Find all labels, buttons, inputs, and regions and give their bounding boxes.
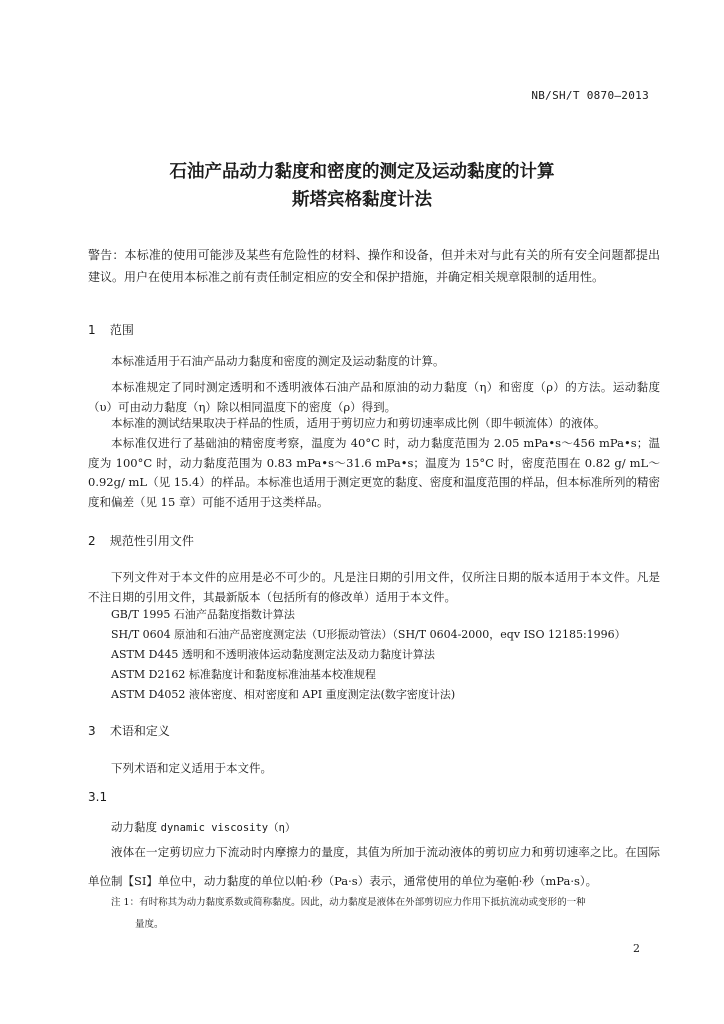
- document-subtitle: 斯塔宾格黏度计法: [292, 190, 432, 210]
- note-text-continued: 量度。: [135, 919, 164, 930]
- note-text: 有时称其为动力黏度系数或简称黏度。因此，动力黏度是液体在外部剪切应力作用下抵抗流动或变形的一种: [139, 897, 586, 908]
- section-title: 范围: [109, 323, 134, 337]
- section-3-heading: [88, 722, 170, 739]
- section-title: 规范性引用文件: [109, 534, 194, 548]
- paragraph: 本标准的测试结果取决于样品的性质，适用于剪切应力和剪切速率成比例（即牛顿流体）的液体。: [111, 416, 606, 430]
- paragraph: 本标准适用于石油产品动力黏度和密度的测定及运动黏度的计算。: [111, 354, 445, 368]
- section-title: 术语和定义: [109, 724, 170, 738]
- definition-paragraph: 液体在一定剪切应力下流动时内摩擦力的量度，其值为所加于流动液体的剪切应力和剪切速率之比。在国际单位制【SI】单位中，动力黏度的单位以帕·秒（Pa·s）表示，通常使用的单位为毫帕·秒（mPa·s）。: [88, 845, 660, 888]
- paragraph: 本标准仅进行了基础油的精密度考察，温度为 40°C 时，动力黏度范围为 2.05 mPa•s～456 mPa•s；温度为 100°C 时，动力黏度范围为 0.83 mPa•s～31.6 mPa•s；温度为 15°C 时，密度范围在 0.82 g/ mL～0.92g/ mL（见 15.4）的样品。本标准也适用于测定更宽的黏度、密度和温度范围的样品，但本标准所列的精密度和偏差（见 15 章）可能不适用于这类样品。: [88, 436, 660, 509]
- document-title: 石油产品动力黏度和密度的测定及运动黏度的计算: [169, 162, 555, 182]
- standard-number: NB/SH/T 0870—2013: [531, 89, 649, 102]
- section-2-heading: [88, 532, 194, 549]
- term-heading: [111, 819, 295, 835]
- note: [111, 892, 659, 936]
- section-number: 2: [88, 534, 96, 548]
- reference-item: ASTM D2162 标准黏度计和黏度标准油基本校准规程: [111, 668, 376, 681]
- section-number: 3: [88, 724, 96, 738]
- reference-item: GB/T 1995 石油产品黏度指数计算法: [111, 608, 295, 621]
- paragraph: 下列文件对于本文件的应用是必不可少的。凡是注日期的引用文件，仅所注日期的版本适用于本文件。凡是不注日期的引用文件，其最新版本（包括所有的修改单）适用于本文件。: [88, 570, 660, 604]
- reference-item: ASTM D445 透明和不透明液体运动黏度测定法及动力黏度计算法: [111, 648, 435, 661]
- paragraph: 下列术语和定义适用于本文件。: [111, 761, 272, 775]
- clause-number: 3.1: [88, 790, 108, 804]
- term-english: dynamic viscosity（η）: [160, 822, 296, 834]
- page-number: 2: [633, 942, 640, 955]
- reference-item: SH/T 0604 原油和石油产品密度测定法（U形振动管法）（SH/T 0604-2000，eqv ISO 12185:1996）: [111, 628, 626, 641]
- note-label: 注 1：: [111, 897, 140, 908]
- section-1-heading: [88, 321, 134, 338]
- reference-item: ASTM D4052 液体密度、相对密度和 API 重度测定法(数字密度计法): [111, 688, 456, 701]
- section-number: 1: [88, 323, 96, 337]
- term-chinese: 动力黏度: [111, 820, 157, 834]
- paragraph: 本标准规定了同时测定透明和不透明液体石油产品和原油的动力黏度（η）和密度（ρ）的方法。运动黏度（υ）可由动力黏度（η）除以相同温度下的密度（ρ）得到。: [88, 380, 660, 414]
- warning-paragraph: 警告：本标准的使用可能涉及某些有危险性的材料、操作和设备，但并未对与此有关的所有安全问题都提出建议。用户在使用本标准之前有责任制定相应的安全和保护措施，并确定相关规章限制的适用性。: [88, 248, 660, 284]
